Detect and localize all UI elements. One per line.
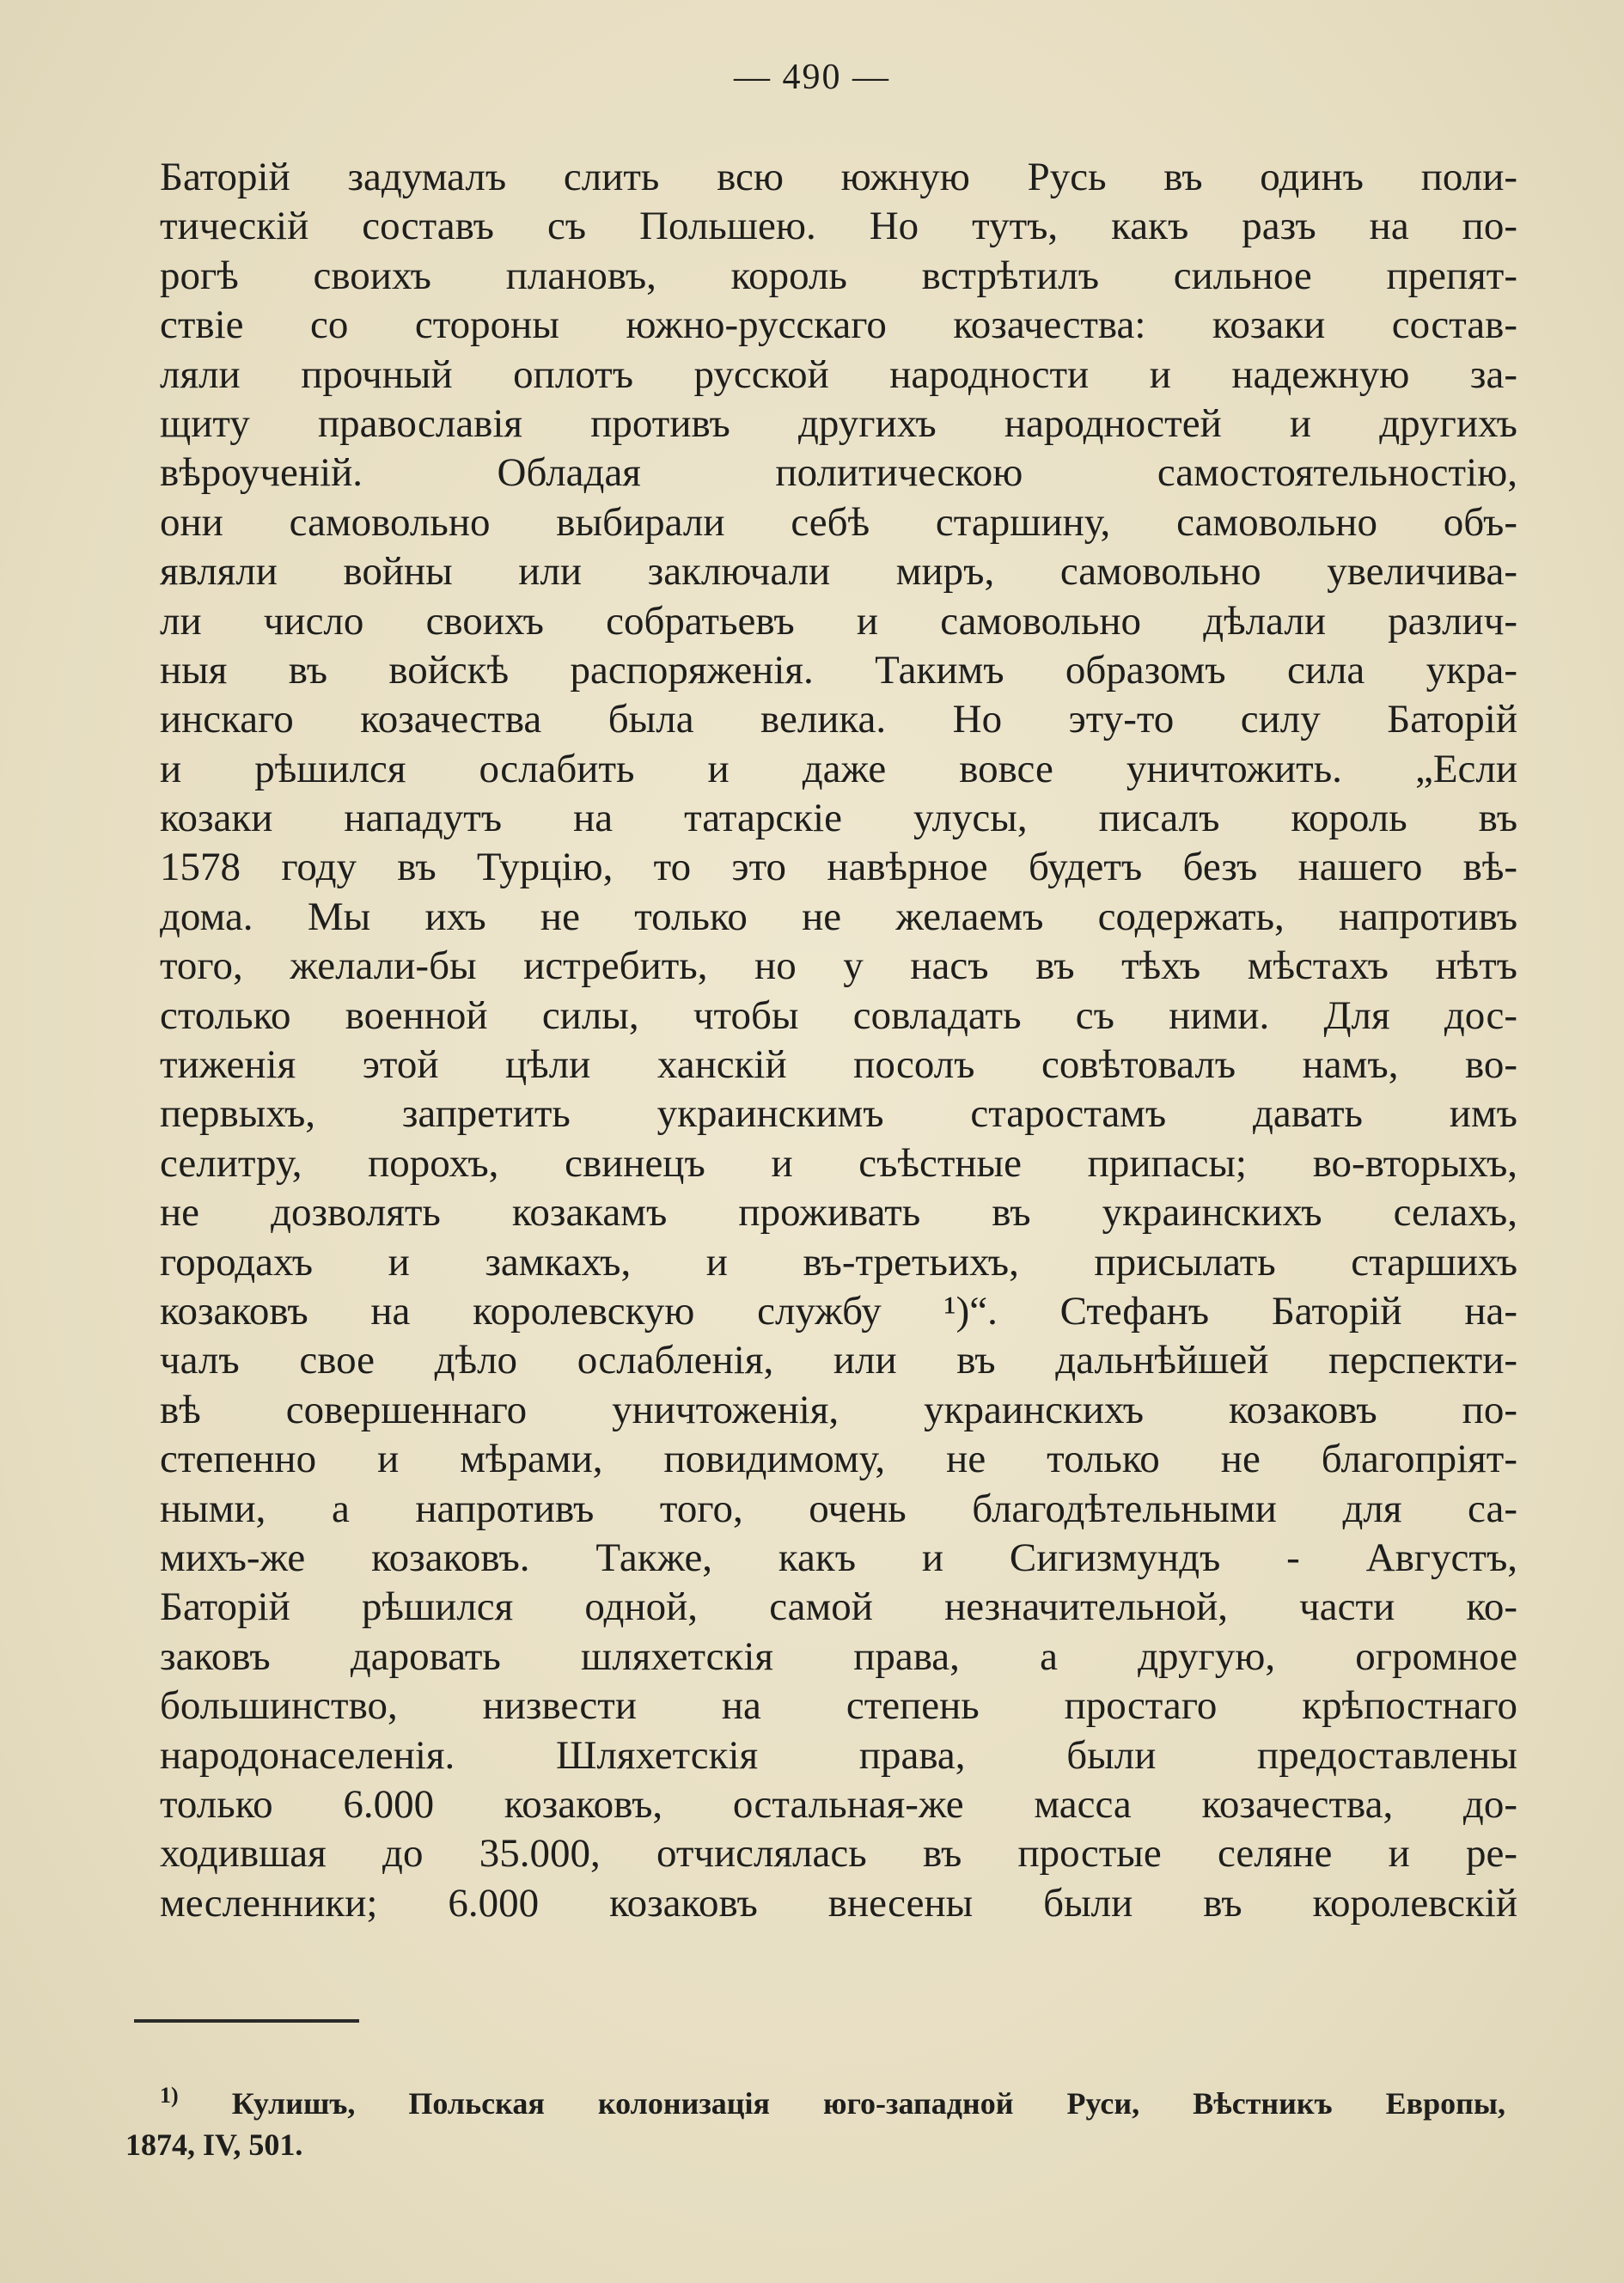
text-line: ходившая до 35.000, отчислялась въ простые селяне и ре- xyxy=(160,1831,1517,1877)
text-line: тиженія этой цѣли ханскій посолъ совѣтовалъ намъ, во- xyxy=(160,1042,1517,1088)
text-line: большинство, низвести на степень простаго крѣпостнаго xyxy=(160,1683,1517,1729)
text-line: дома. Мы ихъ не только не желаемъ содержать, напротивъ xyxy=(160,894,1517,939)
footnote-line xyxy=(125,2083,1505,2124)
text-line: ли число своихъ собратьевъ и самовольно дѣлали различ- xyxy=(160,598,1517,644)
footnote-text: Кулишъ, Польская колонизація юго-западной Руси, Вѣстникъ Европы, xyxy=(231,2086,1505,2121)
footnotes xyxy=(125,2083,1505,2165)
text-line: щиту православія противъ другихъ народностей и другихъ xyxy=(160,400,1517,446)
text-line: вѣ совершеннаго уничтоженія, украинскихъ козаковъ по- xyxy=(160,1387,1517,1432)
text-line: михъ-же козаковъ. Также, какъ и Сигизмундъ - Августъ, xyxy=(160,1535,1517,1580)
text-line: тическій составъ съ Польшею. Но тутъ, какъ разъ на по- xyxy=(160,204,1517,249)
text-line: месленники; 6.000 козаковъ внесены были въ королевскій xyxy=(160,1880,1517,1926)
body-text xyxy=(160,153,1517,1928)
text-line: заковъ даровать шляхетскія права, а другую, огромное xyxy=(160,1633,1517,1679)
text-line: народонаселенія. Шляхетскія права, были предоставлены xyxy=(160,1732,1517,1778)
text-line: рогѣ своихъ плановъ, король встрѣтилъ сильное препят- xyxy=(160,253,1517,298)
text-line: не дозволять козакамъ проживать въ украинскихъ селахъ, xyxy=(160,1190,1517,1236)
text-line: они самовольно выбирали себѣ старшину, самовольно объ- xyxy=(160,499,1517,545)
text-line: селитру, порохъ, свинецъ и съѣстные припасы; во-вторыхъ, xyxy=(160,1140,1517,1186)
text-line: ляли прочный оплотъ русской народности и надежную за- xyxy=(160,351,1517,397)
text-line: того, желали-бы истребить, но у насъ въ тѣхъ мѣстахъ нѣтъ xyxy=(160,943,1517,989)
text-line: только 6.000 козаковъ, остальная-же масса козачества, до- xyxy=(160,1781,1517,1827)
text-line: ными, а напротивъ того, очень благодѣтельными для са- xyxy=(160,1486,1517,1531)
footnote-divider xyxy=(134,2019,359,2023)
text-line: и рѣшился ослабить и даже вовсе уничтожить. „Если xyxy=(160,746,1517,791)
text-line: вѣроученій. Обладая политическою самостоятельностію, xyxy=(160,450,1517,496)
text-line: козаки нападутъ на татарскіе улусы, писалъ король въ xyxy=(160,796,1517,841)
text-line: 1578 году въ Турцію, то это навѣрное будетъ безъ нашего вѣ- xyxy=(160,845,1517,890)
text-line: являли войны или заключали миръ, самовольно увеличива- xyxy=(160,549,1517,595)
text-line: ствіе со стороны южно-русскаго козачества: козаки состав- xyxy=(160,302,1517,348)
text-line: козаковъ на королевскую службу ¹)“. Стефанъ Баторій на- xyxy=(160,1288,1517,1334)
text-line: степенно и мѣрами, повидимому, не только не благопріят- xyxy=(160,1437,1517,1482)
text-line: городахъ и замкахъ, и въ-третьихъ, присылать старшихъ xyxy=(160,1239,1517,1285)
text-line: инскаго козачества была велика. Но эту-то силу Баторій xyxy=(160,697,1517,742)
text-line: чалъ свое дѣло ослабленія, или въ дальнѣйшей перспекти- xyxy=(160,1338,1517,1383)
page-number: — 490 — xyxy=(734,58,890,97)
footnote-line: 1874, IV, 501. xyxy=(125,2127,303,2162)
text-line: столько военной силы, чтобы совладать съ ними. Для дос- xyxy=(160,992,1517,1038)
footnote-marker: 1) xyxy=(160,2083,179,2108)
text-line: Баторій рѣшился одной, самой незначительной, части ко- xyxy=(160,1584,1517,1630)
text-line: первыхъ, запретить украинскимъ старостамъ давать имъ xyxy=(160,1091,1517,1137)
text-line: ныя въ войскѣ распоряженія. Такимъ образомъ сила укра- xyxy=(160,647,1517,693)
text-line: Баторій задумалъ слить всю южную Русь въ одинъ поли- xyxy=(160,155,1517,199)
